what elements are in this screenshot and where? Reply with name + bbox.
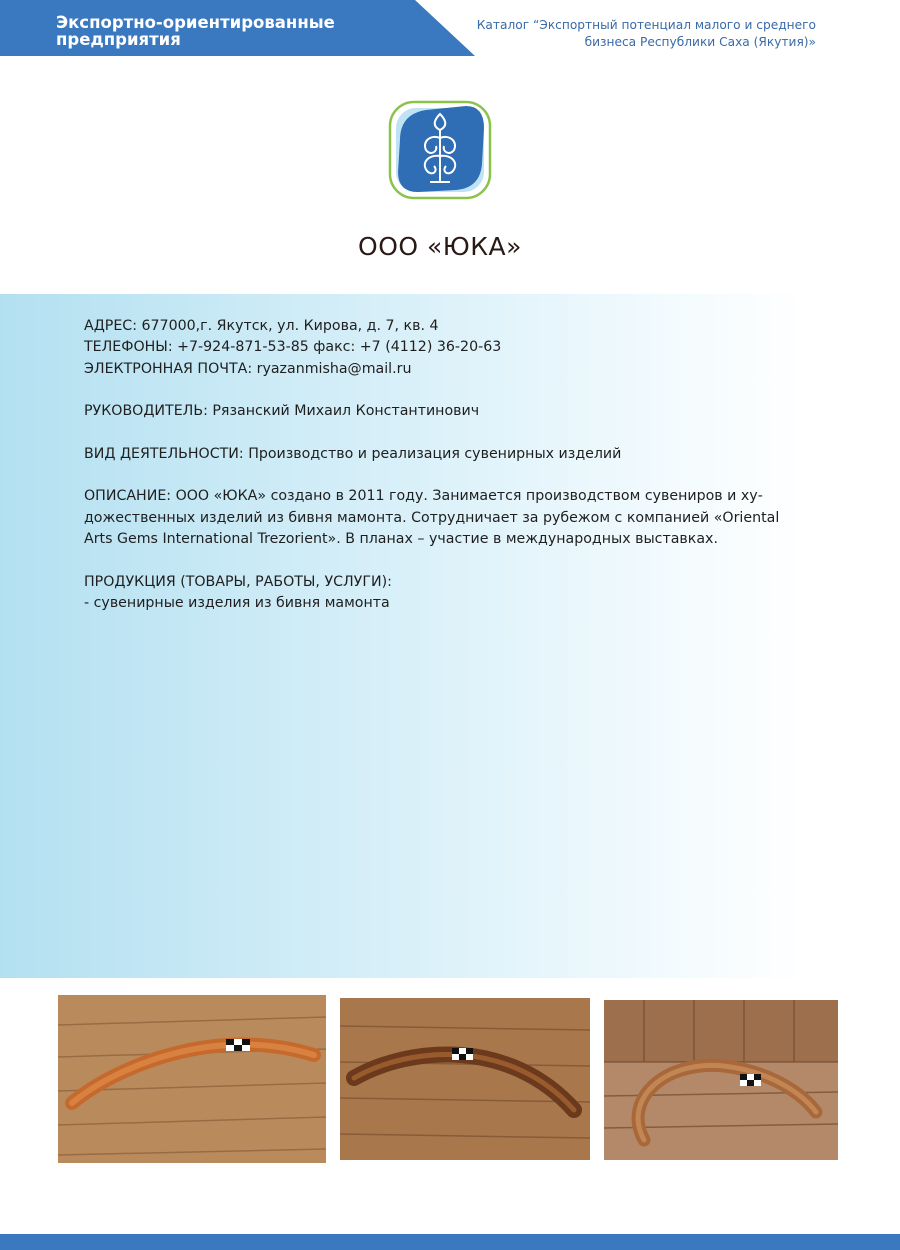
product-item: - сувенирные изделия из бивня мамонта — [84, 594, 390, 611]
description-line-3: Arts Gems International Trezorient». В планах – участие в международных выставках. — [84, 530, 718, 547]
products-heading: ПРОДУКЦИЯ (ТОВАРЫ, РАБОТЫ, УСЛУГИ): — [84, 573, 392, 590]
email-line: ЭЛЕКТРОННАЯ ПОЧТА: ryazanmisha@mail.ru — [84, 360, 412, 377]
yakut-ornament-logo-icon — [386, 98, 494, 202]
catalog-line-2: бизнеса Республики Саха (Якутия)» — [584, 35, 816, 49]
description-line-1: ОПИСАНИЕ: ООО «ЮКА» создано в 2011 году. Занимается производством сувениров и ху- — [84, 488, 763, 505]
address-line: АДРЕС: 677000,г. Якутск, ул. Кирова, д. 7, кв. 4 — [84, 318, 439, 334]
activity-line: ВИД ДЕЯТЕЛЬНОСТИ: Производство и реализация сувенирных изделий — [84, 445, 622, 462]
footer-bar — [0, 1234, 900, 1250]
mammoth-tusk-photo-2 — [340, 998, 590, 1160]
contacts-block — [84, 316, 804, 380]
director-line: РУКОВОДИТЕЛЬ: Рязанский Михаил Константинович — [84, 403, 480, 420]
mammoth-tusk-photo-1 — [58, 995, 326, 1163]
products-block — [84, 572, 804, 615]
description-block — [84, 486, 804, 550]
section-title: Экспортно-ориентированные предприятия — [56, 13, 335, 49]
phones-line: ТЕЛЕФОНЫ: +7-924-871-53-85 факс: +7 (4112) 36-20-63 — [84, 339, 502, 356]
company-info — [84, 316, 804, 635]
mammoth-tusk-photo-3 — [604, 1000, 838, 1160]
description-line-2: дожественных изделий из бивня мамонта. Сотрудничает за рубежом с компанией «Oriental — [84, 509, 780, 526]
catalog-line-1: Каталог “Экспортный потенциал малого и среднего — [476, 18, 816, 32]
catalog-title — [456, 17, 816, 51]
company-name: ООО «ЮКА» — [358, 232, 522, 261]
